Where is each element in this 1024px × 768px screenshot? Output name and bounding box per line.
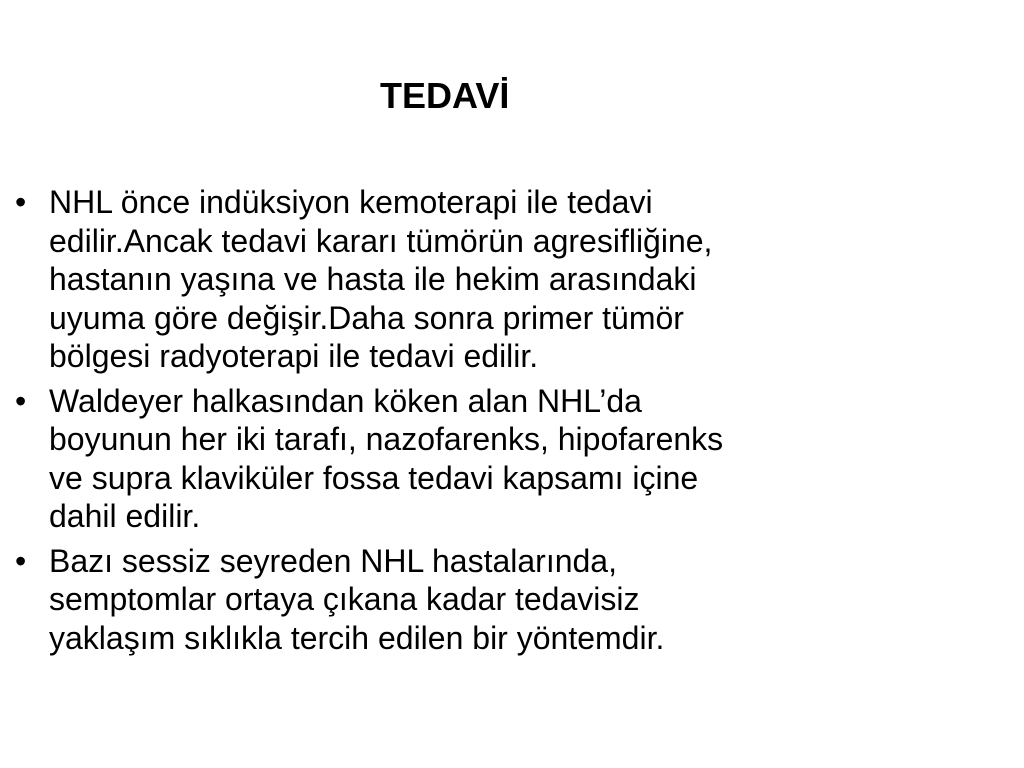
bullet-item bbox=[0, 183, 1024, 376]
slide-title: TEDAVİ bbox=[380, 75, 510, 116]
bullet-marker: • bbox=[15, 184, 27, 220]
bullet-list bbox=[0, 183, 1024, 663]
bullet-marker: • bbox=[15, 542, 27, 579]
bullet-text: Waldeyer halkasından köken alan NHL’da boyunun her iki tarafı, nazofarenks, hipofarenks ve supra klaviküler fossa tedavi kapsamı içine dahil edilir. bbox=[49, 382, 724, 534]
bullet-text: NHL önce indüksiyon kemoterapi ile tedavi edilir.Ancak tedavi kararı tümörün agresifliğine, hastanın yaşına ve hasta ile hekim arasındaki uyuma göre değişir.Daha sonra primer tümör bölgesi radyoterapi ile tedavi edilir. bbox=[49, 184, 713, 374]
bullet-marker: • bbox=[15, 382, 27, 419]
bullet-text: Bazı sessiz seyreden NHL hastalarında, semptomlar ortaya çıkana kadar tedavisiz yaklaşım sıklıkla tercih edilen bir yöntemdir. bbox=[49, 542, 665, 656]
bullet-item bbox=[0, 542, 1024, 658]
bullet-item bbox=[0, 382, 1024, 536]
